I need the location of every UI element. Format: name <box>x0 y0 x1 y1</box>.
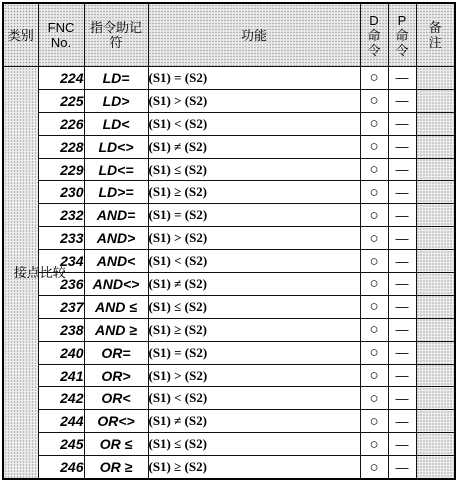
mnemonic: OR<> <box>84 410 148 433</box>
mnemonic: AND< <box>84 250 148 273</box>
d-instruction-mark: ○ <box>360 273 388 296</box>
d-instruction-mark: ○ <box>360 204 388 227</box>
mnemonic: OR> <box>84 364 148 387</box>
table-row <box>3 135 455 158</box>
function: (S1) ≥ (S2) <box>148 318 360 341</box>
remarks-cell <box>416 204 455 227</box>
p-instruction-mark: — <box>388 227 416 250</box>
table-row <box>3 89 455 112</box>
table-row <box>3 250 455 273</box>
d-instruction-mark: ○ <box>360 387 388 410</box>
remarks-cell <box>416 318 455 341</box>
table-row <box>3 341 455 364</box>
table-row <box>3 67 455 90</box>
function: (S1) > (S2) <box>148 364 360 387</box>
header-remarks-label: 备注 <box>428 20 442 50</box>
d-instruction-mark: ○ <box>360 227 388 250</box>
remarks-cell <box>416 456 455 479</box>
table-row <box>3 456 455 479</box>
d-instruction-mark: ○ <box>360 89 388 112</box>
function: (S1) = (S2) <box>148 204 360 227</box>
mnemonic: LD< <box>84 112 148 135</box>
mnemonic: OR ≥ <box>84 456 148 479</box>
mnemonic: AND> <box>84 227 148 250</box>
category-label: 接点比较 <box>13 264 66 280</box>
function: (S1) < (S2) <box>148 387 360 410</box>
fnc-number: 236 <box>38 273 84 296</box>
header-mnemonic: 指令助记符 <box>84 3 148 67</box>
mnemonic: LD<> <box>84 135 148 158</box>
p-instruction-mark: — <box>388 89 416 112</box>
p-instruction-mark: — <box>388 158 416 181</box>
d-instruction-mark: ○ <box>360 135 388 158</box>
fnc-number: 242 <box>38 387 84 410</box>
remarks-cell <box>416 89 455 112</box>
mnemonic: OR= <box>84 341 148 364</box>
header-category: 类别 <box>3 3 38 67</box>
fnc-number: 241 <box>38 364 84 387</box>
table-row <box>3 318 455 341</box>
p-instruction-mark: — <box>388 204 416 227</box>
category-cell <box>3 67 66 480</box>
fnc-number: 228 <box>38 135 84 158</box>
fnc-number: 244 <box>38 410 84 433</box>
function: (S1) < (S2) <box>148 250 360 273</box>
mnemonic: OR ≤ <box>84 433 148 456</box>
d-instruction-mark: ○ <box>360 341 388 364</box>
remarks-cell <box>416 158 455 181</box>
function: (S1) ≠ (S2) <box>148 410 360 433</box>
remarks-cell <box>416 341 455 364</box>
d-instruction-mark: ○ <box>360 67 388 90</box>
fnc-number: 225 <box>38 89 84 112</box>
remarks-cell <box>416 433 455 456</box>
mnemonic: AND<> <box>84 273 148 296</box>
remarks-cell <box>416 227 455 250</box>
remarks-cell <box>416 295 455 318</box>
fnc-number: 232 <box>38 204 84 227</box>
function: (S1) ≥ (S2) <box>148 456 360 479</box>
fnc-number: 238 <box>38 318 84 341</box>
instruction-table <box>2 2 456 480</box>
table-row <box>3 273 455 296</box>
mnemonic: LD>= <box>84 181 148 204</box>
fnc-number: 226 <box>38 112 84 135</box>
d-instruction-mark: ○ <box>360 318 388 341</box>
fnc-number: 234 <box>38 250 84 273</box>
mnemonic: LD= <box>84 67 148 90</box>
mnemonic: LD<= <box>84 158 148 181</box>
table-row <box>3 433 455 456</box>
remarks-cell <box>416 364 455 387</box>
p-instruction-mark: — <box>388 295 416 318</box>
remarks-cell <box>416 387 455 410</box>
function: (S1) < (S2) <box>148 112 360 135</box>
fnc-number: 246 <box>38 456 84 479</box>
function: (S1) ≤ (S2) <box>148 295 360 318</box>
table-row <box>3 181 455 204</box>
function: (S1) ≤ (S2) <box>148 433 360 456</box>
header-d-instruction-label: D命令 <box>367 12 381 58</box>
p-instruction-mark: — <box>388 364 416 387</box>
mnemonic: OR< <box>84 387 148 410</box>
table-row <box>3 204 455 227</box>
function: (S1) > (S2) <box>148 89 360 112</box>
mnemonic: AND ≤ <box>84 295 148 318</box>
fnc-number: 224 <box>38 67 84 90</box>
header-function: 功能 <box>148 3 360 67</box>
remarks-cell <box>416 135 455 158</box>
function: (S1) > (S2) <box>148 227 360 250</box>
d-instruction-mark: ○ <box>360 295 388 318</box>
function: (S1) ≤ (S2) <box>148 158 360 181</box>
p-instruction-mark: — <box>388 135 416 158</box>
mnemonic: LD> <box>84 89 148 112</box>
fnc-number: 233 <box>38 227 84 250</box>
p-instruction-mark: — <box>388 341 416 364</box>
header-fnc-no: FNC No. <box>38 3 84 67</box>
d-instruction-mark: ○ <box>360 112 388 135</box>
d-instruction-mark: ○ <box>360 158 388 181</box>
fnc-number: 237 <box>38 295 84 318</box>
p-instruction-mark: — <box>388 456 416 479</box>
table-row <box>3 112 455 135</box>
p-instruction-mark: — <box>388 318 416 341</box>
table-row <box>3 410 455 433</box>
fnc-number: 229 <box>38 158 84 181</box>
header-p-instruction-label: P命令 <box>395 12 409 58</box>
p-instruction-mark: — <box>388 67 416 90</box>
fnc-number: 240 <box>38 341 84 364</box>
function: (S1) = (S2) <box>148 67 360 90</box>
p-instruction-mark: — <box>388 181 416 204</box>
remarks-cell <box>416 181 455 204</box>
p-instruction-mark: — <box>388 250 416 273</box>
header-remarks <box>416 3 455 67</box>
d-instruction-mark: ○ <box>360 410 388 433</box>
table-row <box>3 364 455 387</box>
remarks-cell <box>416 410 455 433</box>
table-row <box>3 387 455 410</box>
header-d-instruction <box>360 3 388 67</box>
function: (S1) ≠ (S2) <box>148 273 360 296</box>
fnc-number: 230 <box>38 181 84 204</box>
function: (S1) = (S2) <box>148 341 360 364</box>
remarks-cell <box>416 273 455 296</box>
remarks-cell <box>416 67 455 90</box>
remarks-cell <box>416 250 455 273</box>
d-instruction-mark: ○ <box>360 364 388 387</box>
p-instruction-mark: — <box>388 273 416 296</box>
p-instruction-mark: — <box>388 433 416 456</box>
function: (S1) ≥ (S2) <box>148 181 360 204</box>
d-instruction-mark: ○ <box>360 181 388 204</box>
fnc-number: 245 <box>38 433 84 456</box>
p-instruction-mark: — <box>388 112 416 135</box>
p-instruction-mark: — <box>388 410 416 433</box>
remarks-cell <box>416 112 455 135</box>
table-row <box>3 158 455 181</box>
p-instruction-mark: — <box>388 387 416 410</box>
d-instruction-mark: ○ <box>360 456 388 479</box>
header-p-instruction <box>388 3 416 67</box>
d-instruction-mark: ○ <box>360 433 388 456</box>
header-row <box>3 3 455 67</box>
function: (S1) ≠ (S2) <box>148 135 360 158</box>
table-row <box>3 295 455 318</box>
d-instruction-mark: ○ <box>360 250 388 273</box>
table-row <box>3 227 455 250</box>
mnemonic: AND= <box>84 204 148 227</box>
mnemonic: AND ≥ <box>84 318 148 341</box>
